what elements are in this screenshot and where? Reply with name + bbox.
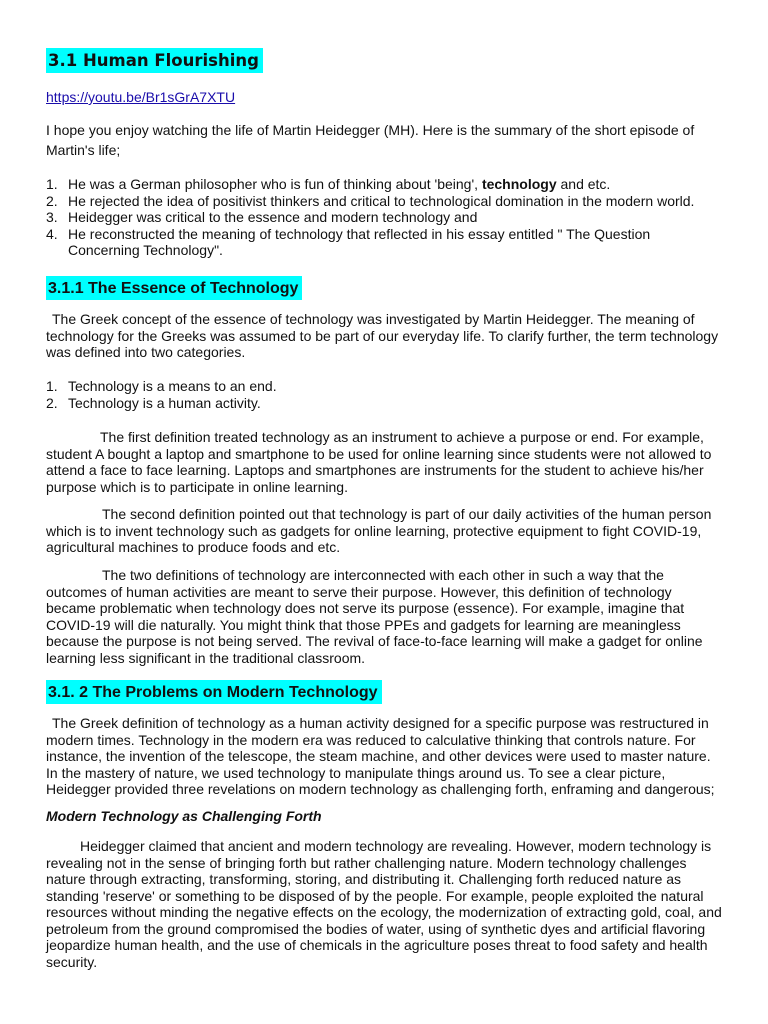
challenging-forth-paragraph: Heidegger claimed that ancient and modern technology are revealing. However, modern technology is revealing not in the sense of bringing forth but rather challenging nature. Modern technology challenges nature through extracting, transforming, storing, and distributing it. Challenging forth reduced nature as standing 'reserve' or something to be disposed of by the people. For example, people exploited the natural resources without minding the negative effects on the ecology, the modernization of extracting gold, coal, and petroleum from the ground compromised the bodies of water, using of synthetic dyes and artificial flavoring jeopardize human health, and the use of chemicals in the agriculture poses threat to food safety and health security. bbox=[46, 838, 722, 970]
heading-essence-of-technology: 3.1.1 The Essence of Technology bbox=[46, 276, 722, 300]
video-link-row bbox=[46, 89, 722, 106]
essence-paragraph-1: The Greek concept of the essence of technology was investigated by Martin Heidegger. The meaning of technology for the Greeks was assumed to be part of our everyday life. To clarify further, the term technology was defined into two categories. bbox=[46, 311, 719, 360]
definitions-list bbox=[46, 378, 722, 411]
problems-paragraph-1: The Greek definition of technology as a human activity designed for a specific purpose was restructured in modern times. Technology in the modern era was reduced to calculative thinking that controls nature. For instance, the invention of the telescope, the steam machine, and other devices were used to master nature. In the mastery of nature, we used technology to manipulate things around us. To see a clear picture, Heidegger provided three revelations on modern technology as challenging forth, enframing and dangerous; bbox=[46, 715, 715, 797]
intro-line-2: Martin's life; bbox=[46, 141, 121, 158]
list-item: 1. He was a German philosopher who is fun of thinking about 'being', technology and etc. bbox=[46, 176, 611, 192]
subheading-challenging-forth: Modern Technology as Challenging Forth bbox=[46, 808, 322, 824]
intro-line-1: I hope you enjoy watching the life of Martin Heidegger (MH). Here is the summary of the short episode of bbox=[46, 122, 695, 138]
intro-paragraph bbox=[46, 122, 722, 158]
essence-paragraph-2: The first definition treated technology as an instrument to achieve a purpose or end. For example, student A bought a laptop and smartphone to be used for online learning since students were not allowed to attend a face to face learning. Laptops and smartphones are instruments for the student to achieve his/her purpose which is to participate in online learning. bbox=[46, 429, 712, 495]
list-item: 3. Heidegger was critical to the essence and modern technology and bbox=[46, 209, 478, 225]
list-item: 2. He rejected the idea of positivist thinkers and critical to technological domination in the modern world. bbox=[46, 192, 695, 209]
heading-problems-modern-technology: 3.1. 2 The Problems on Modern Technology bbox=[46, 680, 722, 704]
essence-paragraph-4: The two definitions of technology are interconnected with each other in such a way that the outcomes of human activities are meant to serve their purpose. However, this definition of technology became problematic when technology does not serve its purpose (essence). For example, imagine that COVID-19 will die naturally. You might think that those PPEs and gadgets for learning are meaningless because the purpose is not being served. The revival of face-to-face learning will make a gadget for online learning less significant in the traditional classroom. bbox=[46, 567, 703, 666]
summary-list bbox=[46, 176, 722, 259]
heading-human-flourishing: 3.1 Human Flourishing bbox=[46, 48, 722, 73]
list-item: 2. Technology is a human activity. bbox=[46, 394, 261, 411]
list-item: 1. Technology is a means to an end. bbox=[46, 378, 277, 394]
essence-paragraph-3: The second definition pointed out that technology is part of our daily activities of the human person which is to invent technology such as gadgets for online learning, protective equipment to fight COVID-19, agricultural machines to produce foods and etc. bbox=[46, 506, 712, 555]
list-item: 4. He reconstructed the meaning of technology that reflected in his essay entitled " The Question Concerning Technology". bbox=[46, 225, 651, 258]
video-link[interactable]: https://youtu.be/Br1sGrA7XTU bbox=[46, 89, 236, 105]
